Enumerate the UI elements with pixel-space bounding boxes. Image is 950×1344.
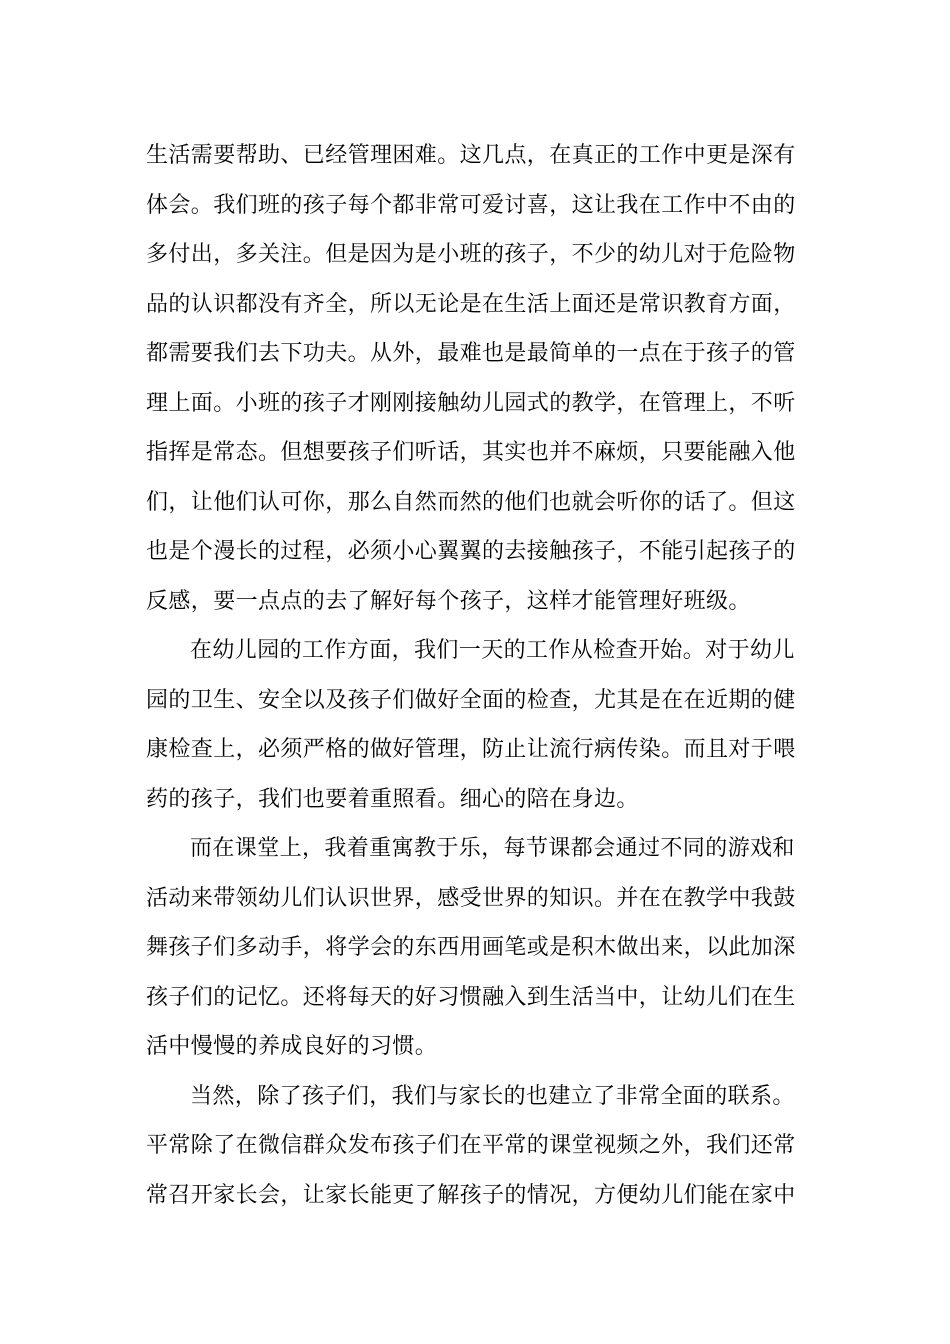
text-line: 都需要我们去下功夫。从外，最难也是最简单的一点在于孩子的管	[146, 341, 796, 366]
text-line: 平常除了在微信群众发布孩子们在平常的课堂视频之外，我们还常	[146, 1133, 796, 1158]
text-line: 舞孩子们多动手，将学会的东西用画笔或是积木做出来，以此加深	[146, 935, 796, 960]
text-line: 而在课堂上，我着重寓教于乐，每节课都会通过不同的游戏和	[190, 836, 795, 861]
text-line: 活中慢慢的养成良好的习惯。	[146, 1034, 438, 1059]
text-line: 园的卫生、安全以及孩子们做好全面的检查，尤其是在在近期的健	[146, 687, 796, 713]
text-line: 理上面。小班的孩子才刚刚接触幼儿园式的教学，在管理上，不听	[146, 390, 796, 416]
text-line: 药的孩子，我们也要着重照看。细心的陪在身边。	[146, 786, 639, 812]
text-line: 品的认识都没有齐全，所以无论是在生活上面还是常识教育方面，	[146, 291, 796, 317]
text-line: 孩子们的记忆。还将每天的好习惯融入到生活当中，让幼儿们在生	[146, 984, 796, 1010]
text-line: 在幼儿园的工作方面，我们一天的工作从检查开始。对于幼儿	[190, 638, 795, 663]
text-line: 常召开家长会，让家长能更了解孩子的情况，方便幼儿们能在家中	[146, 1182, 796, 1208]
text-line: 指挥是常态。但想要孩子们听话，其实也并不麻烦，只要能融入他	[146, 440, 796, 465]
text-line: 反感，要一点点的去了解好每个孩子，这样才能管理好班级。	[146, 588, 751, 614]
body-text	[146, 131, 808, 1220]
text-line: 当然，除了孩子们，我们与家长的也建立了非常全面的联系。	[190, 1083, 795, 1109]
text-line: 们，让他们认可你，那么自然而然的他们也就会听你的话了。但这	[146, 489, 796, 515]
text-line: 康检查上，必须严格的做好管理，防止让流行病传染。而且对于喂	[146, 737, 796, 762]
text-line: 多付出，多关注。但是因为是小班的孩子，不少的幼儿对于危险物	[146, 242, 796, 267]
text-line: 也是个漫长的过程，必须小心翼翼的去接触孩子，不能引起孩子的	[146, 539, 796, 564]
text-line: 生活需要帮助、已经管理困难。这几点，在真正的工作中更是深有	[146, 143, 796, 168]
text-line: 活动来带领幼儿们认识世界，感受世界的知识。并在在教学中我鼓	[146, 885, 796, 911]
text-line: 体会。我们班的孩子每个都非常可爱讨喜，这让我在工作中不由的	[146, 192, 796, 218]
